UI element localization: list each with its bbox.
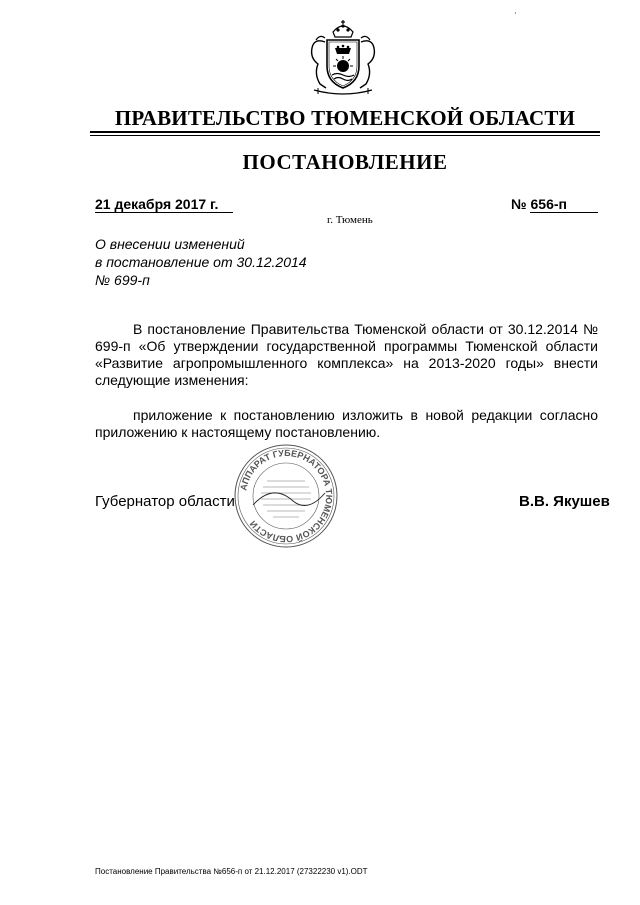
header-rule (90, 131, 600, 133)
document-city: г. Тюмень (327, 214, 373, 226)
round-office-seal-icon (233, 443, 339, 549)
tyumen-region-coat-of-arms-icon (300, 18, 386, 98)
document-date: 21 декабря 2017 г. (95, 196, 219, 212)
body-paragraph: приложение к постановлению изложить в новой редакции согласно приложению к настоящему постановлению. (95, 407, 598, 440)
number-underline (530, 212, 598, 213)
subject-line: в постановление от 30.12.2014 (95, 254, 307, 270)
body-paragraph: В постановление Правительства Тюменской области от 30.12.2014 № 699-п «Об утверждении государственной программы Тюменской области «Развитие агропромышленного комплекса» на 2013-2020 годы» внести следующие изменения: (95, 321, 598, 388)
header-rule-thin (90, 135, 600, 136)
document-footer: Постановление Правительства №656-п от 21.12.2017 (27322230 v1).ODT (95, 867, 368, 876)
date-underline (95, 212, 233, 213)
scan-speck (515, 12, 516, 14)
stamp-ring-text: АППАРАТ ГУБЕРНАТОРА ТЮМЕНСКОЙ ОБЛАСТИ (238, 447, 335, 545)
organization-title: ПРАВИТЕЛЬСТВО ТЮМЕНСКОЙ ОБЛАСТИ (114, 106, 576, 130)
signatory-name: В.В. Якушев (519, 493, 610, 510)
document-type-title: ПОСТАНОВЛЕНИЕ (242, 150, 448, 174)
document-subject (95, 235, 307, 289)
document-number: № 656-п (511, 196, 567, 212)
signatory-title: Губернатор области (95, 493, 235, 510)
subject-line: № 699-п (95, 272, 150, 288)
subject-line: О внесении изменений (95, 236, 245, 252)
